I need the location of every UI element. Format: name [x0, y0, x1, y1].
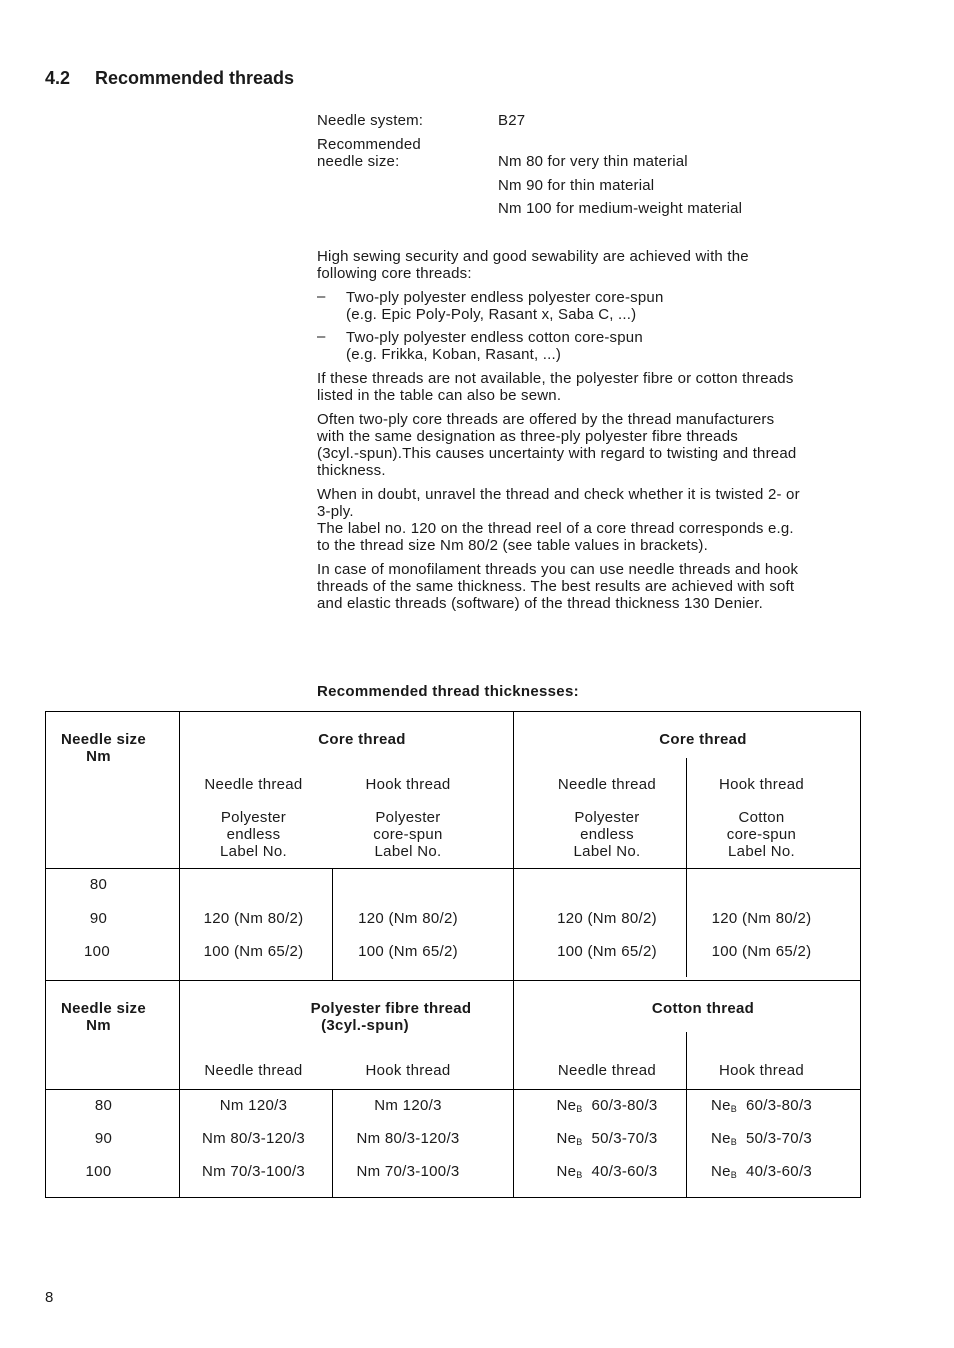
table-cell: 120 (Nm 80/2): [203, 910, 304, 927]
group-header-core-thread: Core thread: [318, 731, 406, 748]
table-cell: 100 (Nm 65/2): [557, 943, 657, 960]
needle-size-header-unit: Nm: [86, 748, 111, 765]
needle-system-value: B27: [498, 112, 526, 129]
type-header: Label No.: [728, 843, 795, 860]
paragraph-line: listed in the table can also be sewn.: [317, 387, 562, 404]
needle-size-value: 100: [84, 943, 110, 960]
bullet-line: Two-ply polyester endless cotton core-spun: [346, 329, 643, 346]
group-header-core-thread: Core thread: [659, 731, 747, 748]
ne-prefix: Ne: [710, 1130, 731, 1147]
type-header: Label No.: [374, 843, 442, 860]
ne-prefix: Ne: [710, 1163, 731, 1180]
type-header: endless: [226, 826, 281, 843]
bullet-dash: –: [317, 288, 326, 305]
table-cell-ne: [513, 1097, 701, 1118]
table-cell: 100 (Nm 65/2): [711, 943, 812, 960]
needle-size-value: 90: [89, 910, 108, 927]
needle-size-header: Needle size: [60, 1000, 146, 1017]
table-cell-ne: [686, 1097, 837, 1118]
section-title: Recommended threads: [95, 68, 295, 88]
section-heading: [45, 68, 294, 89]
ne-subscript: B: [576, 1170, 583, 1180]
bullet-line: Two-ply polyester endless polyester core-spun: [346, 289, 664, 306]
ne-prefix: Ne: [556, 1163, 577, 1180]
needle-size-header-unit: Nm: [86, 1017, 111, 1034]
recommended-size-value: Nm 90 for thin material: [498, 177, 655, 194]
table-cell-ne: [513, 1130, 701, 1151]
type-header: core-spun: [373, 826, 443, 843]
ne-value: 50/3-70/3: [591, 1130, 658, 1147]
table-cell: 120 (Nm 80/2): [557, 910, 657, 927]
ne-value: 40/3-60/3: [591, 1163, 658, 1180]
type-header: endless: [580, 826, 634, 843]
column-header: Needle thread: [204, 1062, 303, 1079]
paragraph-line: If these threads are not available, the polyester fibre or cotton threads: [317, 370, 794, 387]
paragraph-line: Often two-ply core threads are offered by the thread manufacturers: [317, 411, 775, 428]
paragraph-line: threads of the same thickness. The best results are achieved with soft: [317, 578, 795, 595]
needle-size-value: 80: [89, 876, 108, 893]
type-header: Label No.: [220, 843, 287, 860]
paragraph-line: to the thread size Nm 80/2 (see table values in brackets).: [317, 537, 708, 554]
ne-value: 60/3-80/3: [591, 1097, 658, 1114]
column-header: Needle thread: [204, 776, 303, 793]
needle-size-header: Needle size: [60, 731, 146, 748]
table-cell: 100 (Nm 65/2): [358, 943, 458, 960]
type-header: Polyester: [574, 809, 640, 826]
column-header: Needle thread: [557, 776, 657, 793]
column-header: Hook thread: [718, 1062, 805, 1079]
ne-subscript: B: [730, 1104, 738, 1114]
recommended-size-label-2: needle size:: [317, 153, 400, 170]
table-cell: Nm 70/3-100/3: [356, 1163, 460, 1180]
paragraph-line: 3-ply.: [317, 503, 354, 520]
bullet-line: (e.g. Frikka, Koban, Rasant, ...): [346, 346, 562, 363]
table-cell-ne: [686, 1163, 837, 1184]
type-header: Cotton: [738, 809, 785, 826]
table-cell: 120 (Nm 80/2): [358, 910, 458, 927]
group-header-polyester-fibre-sub: (3cyl.-spun): [321, 1017, 409, 1034]
column-header: Hook thread: [365, 776, 451, 793]
intro-line: following core threads:: [317, 265, 472, 282]
table-cell: Nm 120/3: [374, 1097, 442, 1114]
table-cell: Nm 80/3-120/3: [201, 1130, 306, 1147]
needle-size-value: 90: [94, 1130, 113, 1147]
ne-prefix: Ne: [556, 1130, 577, 1147]
bullet-line: (e.g. Epic Poly-Poly, Rasant x, Saba C, ...): [346, 306, 637, 323]
type-header: Polyester: [375, 809, 441, 826]
paragraph-line: (3cyl.-spun).This causes uncertainty with regard to twisting and thread: [317, 445, 797, 462]
table-title: Recommended thread thicknesses:: [317, 683, 579, 700]
ne-value: 50/3-70/3: [745, 1130, 813, 1147]
paragraph-line: In case of monofilament threads you can use needle threads and hook: [317, 561, 799, 578]
group-header-polyester-fibre: Polyester fibre thread: [310, 1000, 472, 1017]
ne-subscript: B: [576, 1137, 583, 1147]
type-header: Label No.: [573, 843, 641, 860]
paragraph-line: and elastic threads (software) of the thread thickness 130 Denier.: [317, 595, 763, 612]
bullet-dash: –: [317, 328, 326, 345]
table-cell-ne: [513, 1163, 701, 1184]
ne-subscript: B: [730, 1137, 738, 1147]
type-header: core-spun: [726, 826, 797, 843]
table-cell: 120 (Nm 80/2): [711, 910, 812, 927]
needle-size-value: 80: [94, 1097, 113, 1114]
table-cell-ne: [686, 1130, 837, 1151]
table-cell: 100 (Nm 65/2): [203, 943, 304, 960]
ne-subscript: B: [576, 1104, 583, 1114]
type-header: Polyester: [220, 809, 287, 826]
ne-prefix: Ne: [710, 1097, 731, 1114]
paragraph-line: with the same designation as three-ply polyester fibre threads: [317, 428, 738, 445]
page-number: 8: [45, 1289, 54, 1306]
ne-value: 60/3-80/3: [745, 1097, 813, 1114]
table-cell: Nm 120/3: [219, 1097, 288, 1114]
ne-subscript: B: [730, 1170, 738, 1180]
needle-system-label: Needle system:: [317, 112, 424, 129]
paragraph-line: When in doubt, unravel the thread and check whether it is twisted 2- or: [317, 486, 800, 503]
needle-size-value: 100: [85, 1163, 112, 1180]
intro-line: High sewing security and good sewability are achieved with the: [317, 248, 749, 265]
table-cell: Nm 70/3-100/3: [201, 1163, 306, 1180]
ne-prefix: Ne: [556, 1097, 577, 1114]
column-header: Hook thread: [365, 1062, 451, 1079]
recommended-size-value: Nm 80 for very thin material: [498, 153, 688, 170]
paragraph-line: The label no. 120 on the thread reel of a core thread corresponds e.g.: [317, 520, 794, 537]
table-cell: Nm 80/3-120/3: [356, 1130, 460, 1147]
column-header: Hook thread: [718, 776, 805, 793]
recommended-size-value: Nm 100 for medium-weight material: [498, 200, 743, 217]
paragraph-line: thickness.: [317, 462, 386, 479]
column-header: Needle thread: [557, 1062, 657, 1079]
ne-value: 40/3-60/3: [745, 1163, 813, 1180]
group-header-cotton-thread: Cotton thread: [651, 1000, 755, 1017]
recommended-size-label-1: Recommended: [317, 136, 421, 153]
section-number: 4.2: [45, 68, 71, 88]
